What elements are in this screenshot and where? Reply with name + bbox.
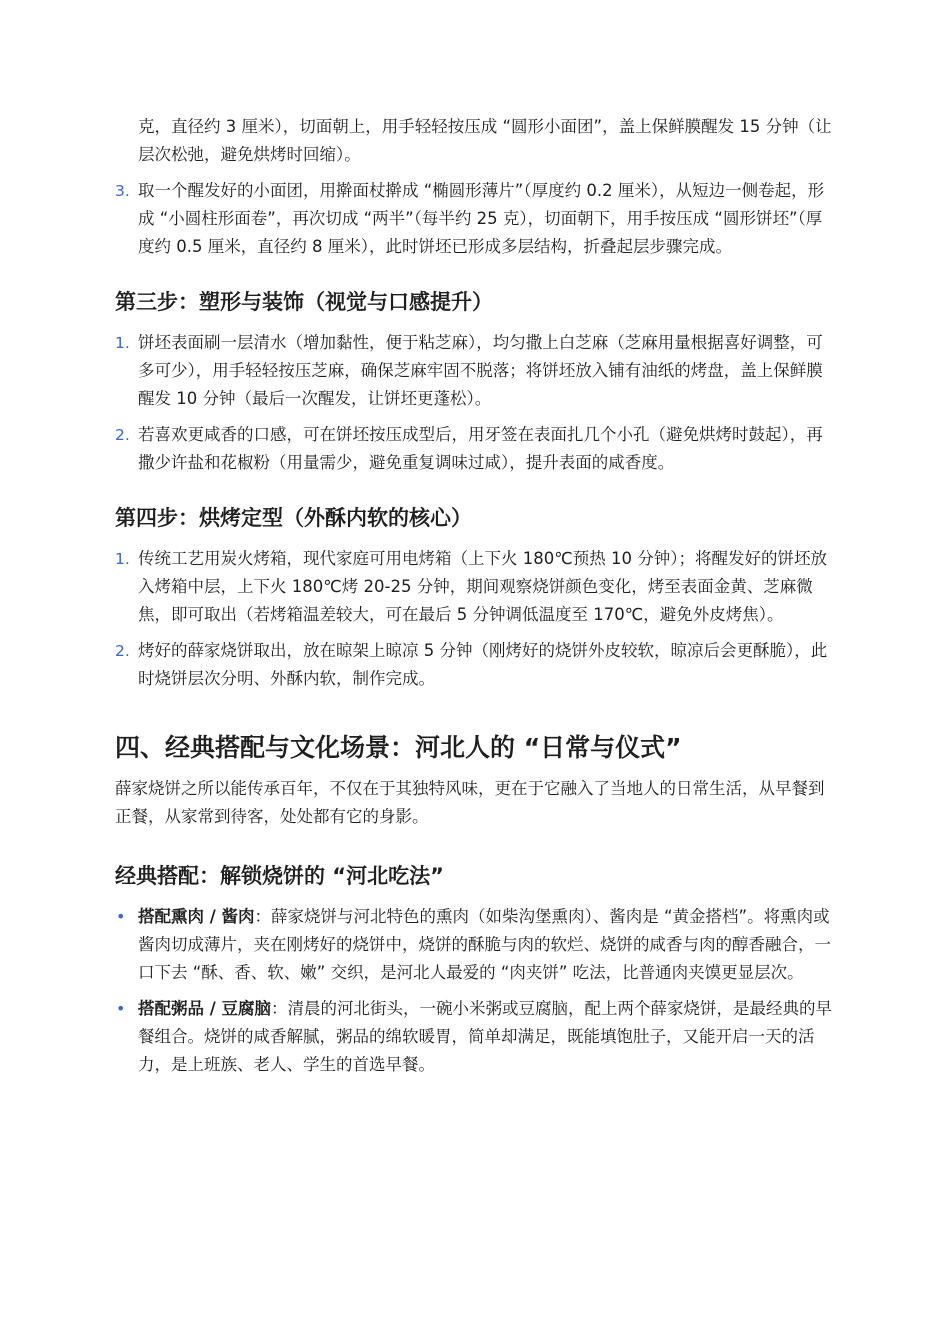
list-item xyxy=(115,637,838,693)
pairing-list xyxy=(115,903,838,1079)
list-number: 1. xyxy=(115,550,130,568)
list-number: 2. xyxy=(115,426,130,444)
list-item-text: 传统工艺用炭火烤箱，现代家庭可用电烤箱（上下火 180℃预热 10 分钟）；将醒发好的饼坯放入烤箱中层，上下火 180℃烤 20-25 分钟，期间观察烧饼颜色变化，烤至表面金黄、芝麻微焦，即可取出（若烤箱温差较大，可在最后 5 分钟调低温度至 170℃，避免外皮烤焦）。 xyxy=(138,549,828,624)
step4-heading: 第四步：烘烤定型（外酥内软的核心） xyxy=(115,506,472,530)
list-item xyxy=(115,903,838,987)
list-item xyxy=(115,421,838,477)
pairing-label: 搭配粥品 / 豆腐脑 xyxy=(138,999,272,1018)
list-number: 3. xyxy=(115,182,130,200)
bullet-icon: • xyxy=(116,999,126,1018)
list-item-text: ：薛家烧饼与河北特色的熏肉（如柴沟堡熏肉）、酱肉是 “黄金搭档”。将熏肉或酱肉切成薄片，夹在刚烤好的烧饼中，烧饼的酥脆与肉的软烂、烧饼的咸香与肉的醇香融合，一口下去 “酥、香、软、嫩” 交织，是河北人最爱的 “肉夹饼” 吃法，比普通肉夹馍更显层次。 xyxy=(138,907,831,982)
list-item-text: 烤好的薛家烧饼取出，放在晾架上晾凉 5 分钟（刚烤好的烧饼外皮较软，晾凉后会更酥脆），此时烧饼层次分明、外酥内软，制作完成。 xyxy=(138,641,828,688)
list-item-text: 饼坯表面刷一层清水（增加黏性，便于粘芝麻），均匀撒上白芝麻（芝麻用量根据喜好调整，可多可少），用手轻轻按压芝麻，确保芝麻牢固不脱落；将饼坯放入铺有油纸的烤盘，盖上保鲜膜醒发 10 分钟（最后一次醒发，让饼坯更蓬松）。 xyxy=(138,333,823,408)
step4-list xyxy=(115,545,838,693)
list-item xyxy=(115,545,838,629)
section4-heading: 四、经典搭配与文化场景：河北人的 “日常与仪式” xyxy=(115,733,682,762)
list-number: 2. xyxy=(115,642,130,660)
list-item xyxy=(115,995,838,1079)
list-item xyxy=(115,177,838,261)
list-item-text: 克，直径约 3 厘米），切面朝上，用手轻轻按压成 “圆形小面团”，盖上保鲜膜醒发 15 分钟（让层次松弛，避免烘烤时回缩）。 xyxy=(138,117,832,164)
list-item xyxy=(115,113,838,169)
step3-list xyxy=(115,329,838,477)
step2-list-continued xyxy=(115,113,838,261)
list-item-text: ：清晨的河北街头，一碗小米粥或豆腐脑，配上两个薛家烧饼，是最经典的早餐组合。烧饼的咸香解腻，粥品的绵软暖胃，简单却满足，既能填饱肚子，又能开启一天的活力，是上班族、老人、学生的首选早餐。 xyxy=(138,999,833,1074)
bullet-icon: • xyxy=(116,907,126,926)
step3-heading: 第三步：塑形与装饰（视觉与口感提升） xyxy=(115,290,493,314)
list-item xyxy=(115,329,838,413)
pairing-label: 搭配熏肉 / 酱肉 xyxy=(138,907,255,926)
list-number: 1. xyxy=(115,334,130,352)
pairing-heading: 经典搭配：解锁烧饼的 “河北吃法” xyxy=(115,864,444,888)
list-item-text: 取一个醒发好的小面团，用擀面杖擀成 “椭圆形薄片”（厚度约 0.2 厘米），从短边一侧卷起，形成 “小圆柱形面卷”，再次切成 “两半”（每半约 25 克），切面朝下，用手按压成 “圆形饼坯”（厚度约 0.5 厘米，直径约 8 厘米），此时饼坯已形成多层结构，折叠起层步骤完成。 xyxy=(138,181,825,256)
section4-intro: 薛家烧饼之所以能传承百年，不仅在于其独特风味，更在于它融入了当地人的日常生活，从早餐到正餐，从家常到待客，处处都有它的身影。 xyxy=(115,779,825,826)
list-item-text: 若喜欢更咸香的口感，可在饼坯按压成型后，用牙签在表面扎几个小孔（避免烘烤时鼓起），再撒少许盐和花椒粉（用量需少，避免重复调味过咸），提升表面的咸香度。 xyxy=(138,425,823,472)
